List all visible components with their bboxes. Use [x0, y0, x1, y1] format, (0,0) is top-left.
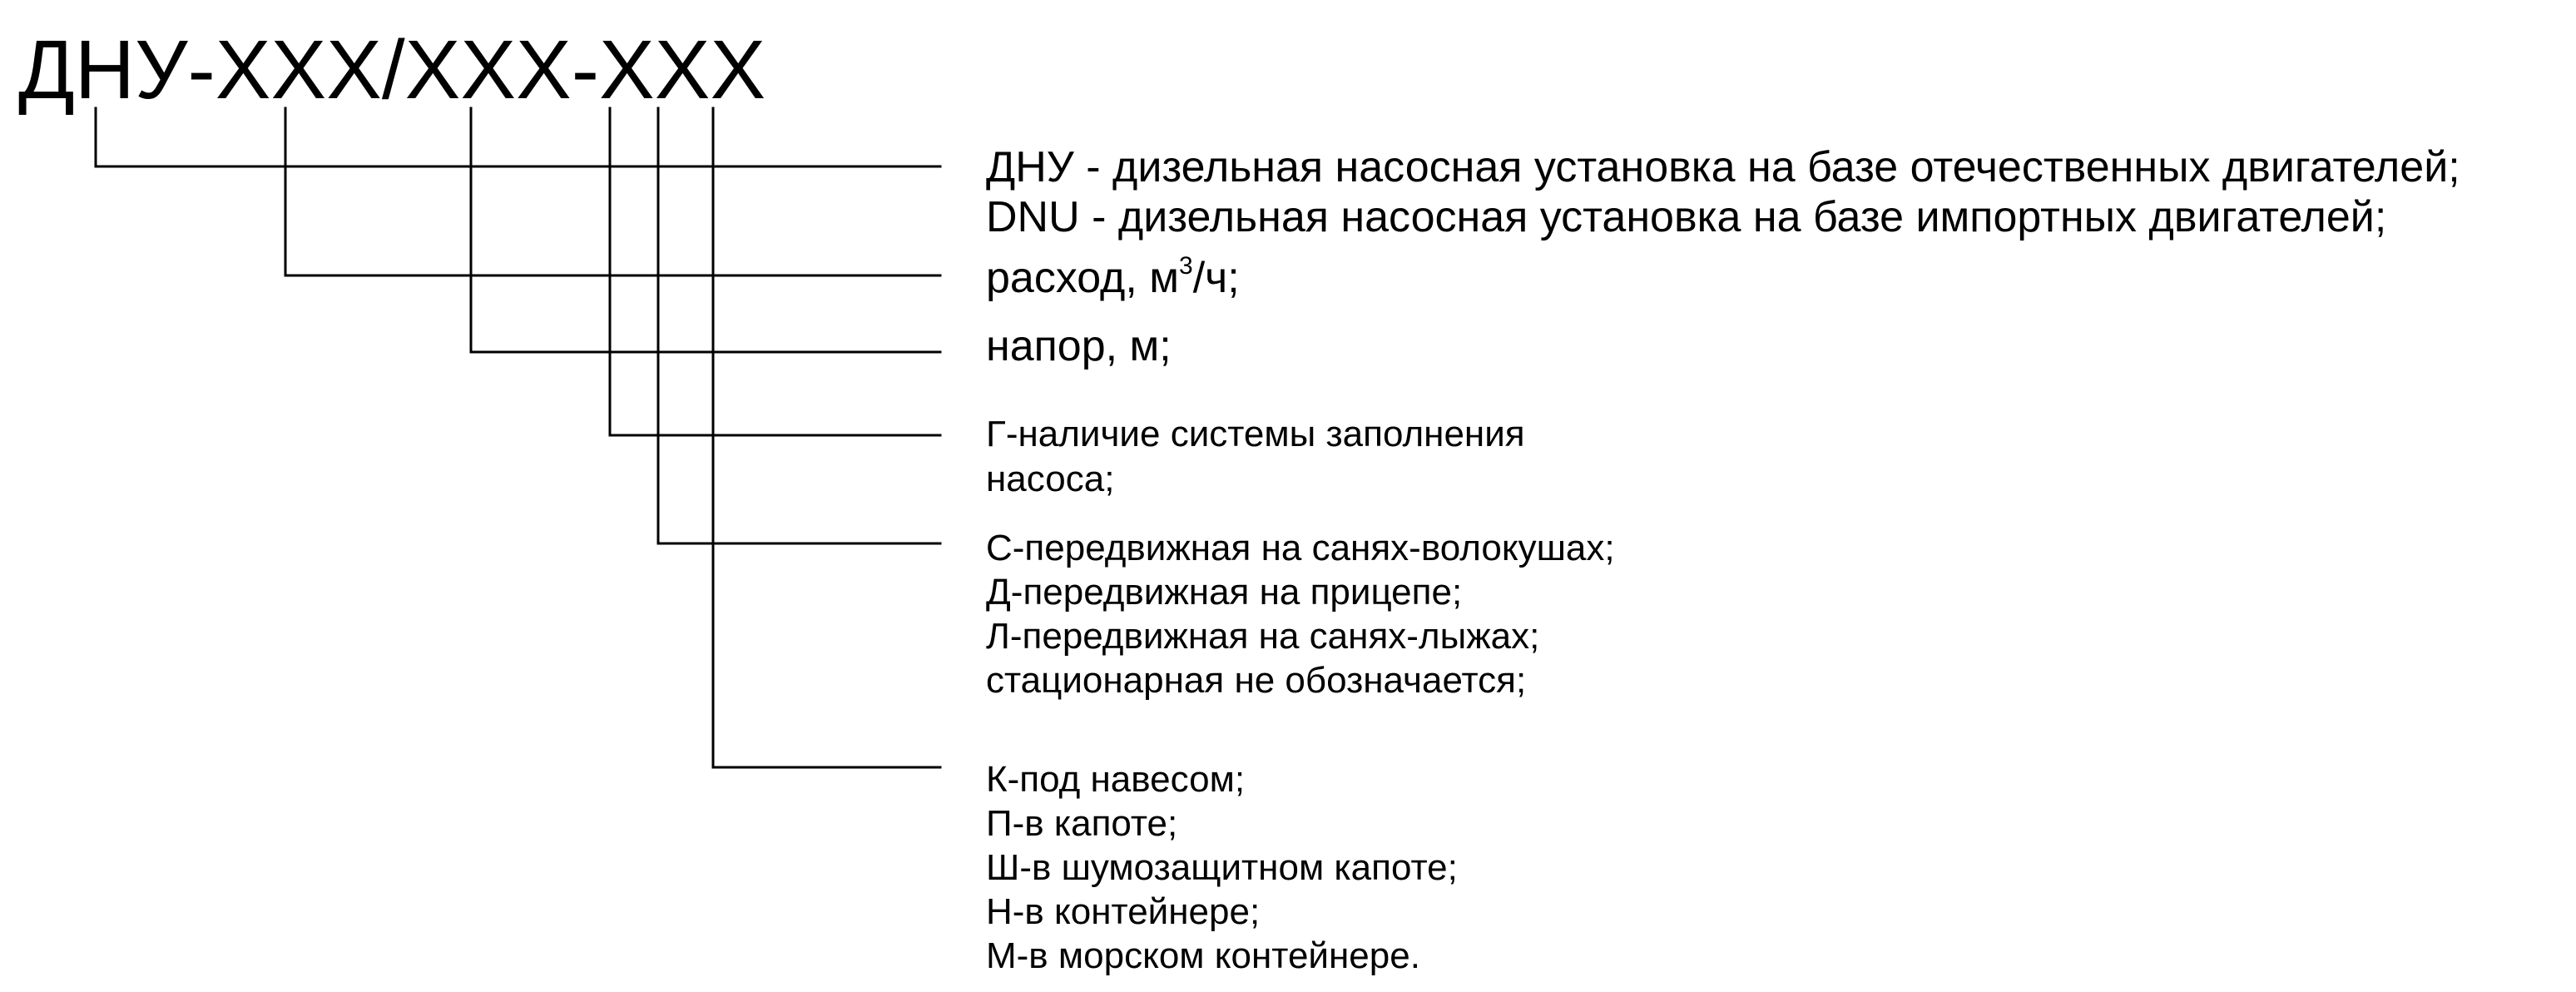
legend-mobility-item: Д-передвижная на прицепе;: [986, 572, 1463, 613]
legend-mobility-item: Л-передвижная на санях-лыжах;: [986, 616, 1540, 657]
legend-flow-text: расход, м: [986, 254, 1180, 302]
legend-flow-unit: /ч;: [1192, 254, 1240, 302]
connector-head: [471, 108, 940, 352]
connector-engine: [96, 108, 940, 166]
legend-enclosure-item: К-под навесом;: [986, 759, 1246, 800]
connector-enclosure: [713, 108, 940, 767]
legend-enclosure-item: Н-в контейнере;: [986, 891, 1261, 932]
legend-head: напор, м;: [986, 322, 1172, 370]
connector-priming: [610, 108, 940, 435]
legend-enclosure-item: Ш-в шумозащитном капоте;: [986, 847, 1458, 888]
legend-mobility-item: С-передвижная на санях-волокушах;: [986, 528, 1615, 568]
legend-enclosure-item: П-в капоте;: [986, 803, 1178, 844]
legend-enclosure-item: М-в морском контейнере.: [986, 935, 1420, 976]
legend-flow-superscript: 3: [1179, 252, 1193, 280]
legend-mobility-item: стационарная не обозначается;: [986, 660, 1527, 701]
connector-mobility: [658, 108, 940, 543]
legend-priming-line1: Г-наличие системы заполнения: [986, 414, 1525, 454]
connector-flow: [285, 108, 940, 275]
legend-engine-imported: DNU - дизельная насосная установка на базе импортных двигателей;: [986, 193, 2387, 241]
connector-lines: [96, 108, 940, 767]
legend-engine-domestic: ДНУ - дизельная насосная установка на базе отечественных двигателей;: [986, 143, 2460, 191]
legend-flow: [986, 252, 1240, 302]
designation-code: ДНУ-XXX/XXX-XXX: [18, 23, 766, 117]
legend-priming-line2: насоса;: [986, 459, 1115, 499]
